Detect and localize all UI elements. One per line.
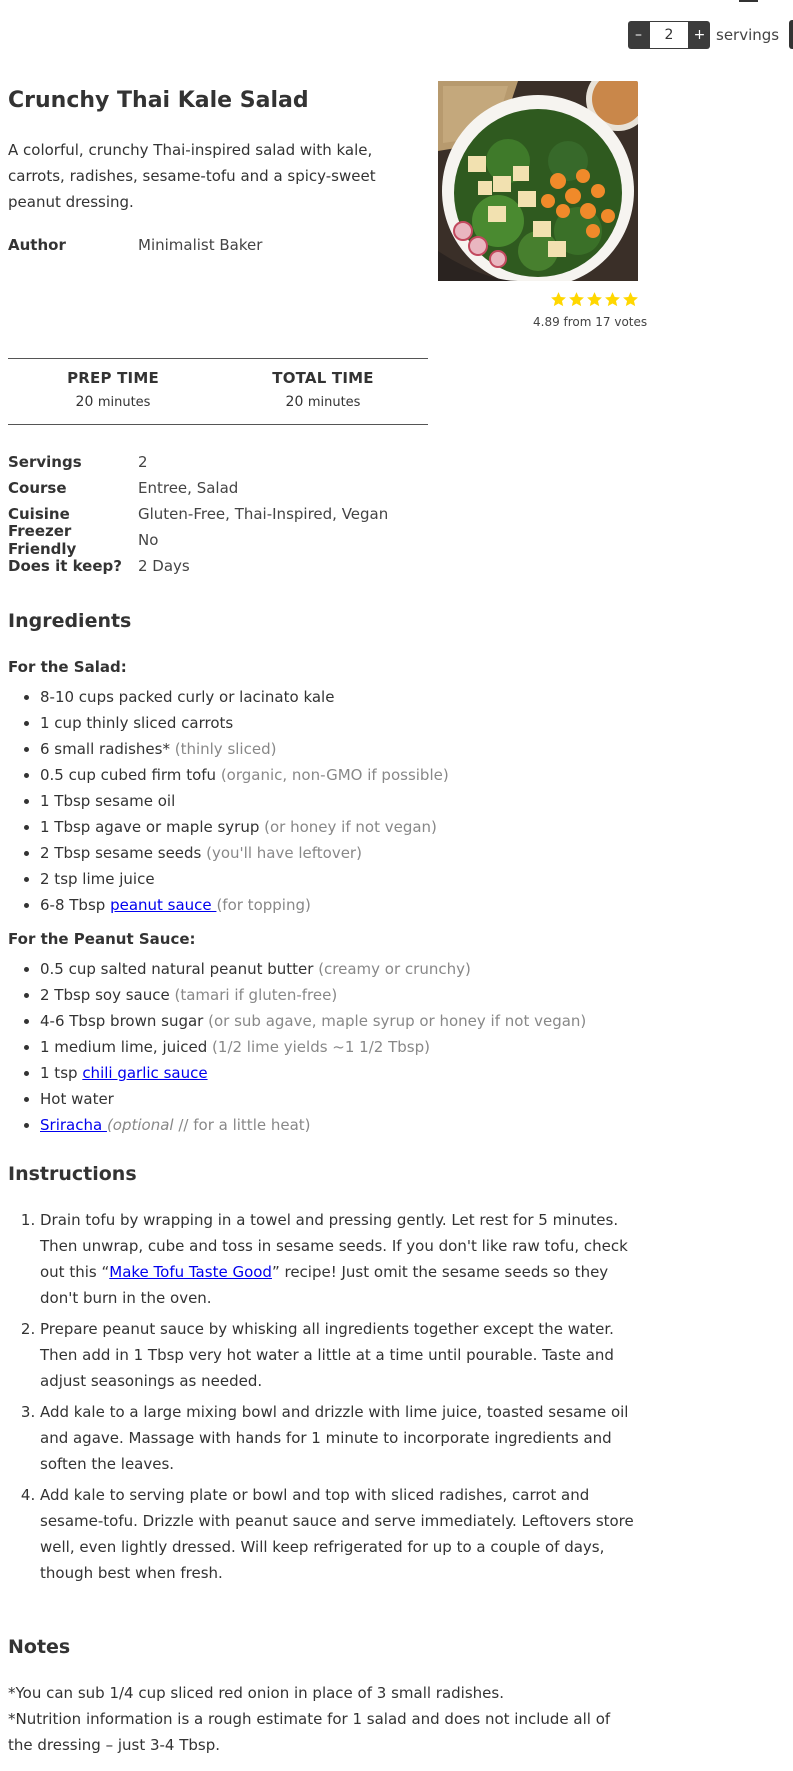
recipe-summary: A colorful, crunchy Thai-inspired salad with kale, carrots, radishes, sesame-tofu and a spicy-sweet peanut dressing. [8, 141, 376, 211]
ingredient-item [40, 982, 586, 1008]
ingredient-item [40, 1060, 586, 1086]
notes-heading: Notes [8, 1636, 71, 1658]
author-label: Author [8, 236, 66, 254]
recipe-meta [8, 449, 388, 579]
decrease-servings-button[interactable]: – [628, 21, 649, 49]
ingredient-note: (you'll have leftover) [201, 844, 362, 862]
rating-summary: 4.89 from 17 votes [533, 315, 648, 329]
ingredient-item [40, 736, 449, 762]
instruction-step [40, 1482, 640, 1586]
prep-time-label: PREP TIME [67, 369, 159, 387]
servings-control [628, 21, 779, 49]
star-icon[interactable] [550, 291, 567, 308]
note-line: *Nutrition information is a rough estimate for 1 salad and does not include all of the dressing – just 3-4 Tbsp. [8, 1710, 611, 1754]
servings-input[interactable] [649, 21, 689, 49]
recipe-title: Crunchy Thai Kale Salad [8, 88, 309, 113]
notes-body [8, 1680, 628, 1758]
ingredient-text: 6-8 Tbsp [40, 896, 111, 914]
instruction-step [40, 1207, 640, 1311]
prep-time-unit: minutes [97, 395, 151, 410]
ingredient-note: (for topping) [216, 896, 311, 914]
meta-label: Does it keep? [8, 557, 122, 575]
step-text: Add kale to a large mixing bowl and drizzle with lime juice, toasted sesame oil and agave. Massage with hands for 1 minute to incorporate ingredients and soften the leaves. [40, 1403, 629, 1473]
chili-garlic-sauce-link[interactable]: chili garlic sauce [82, 1064, 208, 1082]
note-line: *You can sub 1/4 cup sliced red onion in place of 3 small radishes. [8, 1684, 504, 1702]
peanut-sauce-link[interactable]: peanut sauce [110, 896, 217, 914]
instruction-step [40, 1399, 640, 1477]
ingredient-note-italic: (optional [106, 1116, 174, 1134]
increase-servings-button[interactable]: + [689, 21, 710, 49]
prep-time-value: 20 [75, 394, 94, 410]
ingredient-item [40, 788, 449, 814]
ingredient-note: (organic, non-GMO if possible) [216, 766, 449, 784]
total-time-value: 20 [285, 394, 304, 410]
ingredient-note: (or honey if not vegan) [259, 818, 437, 836]
meta-label: Freezer Friendly [8, 522, 77, 558]
ingredient-item [40, 1086, 586, 1112]
total-time [218, 369, 428, 410]
ingredient-text: 1 Tbsp sesame oil [40, 792, 176, 810]
ingredient-text: 1 tsp [40, 1064, 83, 1082]
edge-button[interactable] [789, 20, 793, 49]
meta-value: 2 Days [138, 557, 190, 575]
ingredient-item [40, 684, 449, 710]
ingredient-item [40, 814, 449, 840]
step-text: Add kale to serving plate or bowl and top with sliced radishes, carrot and sesame-tofu. Drizzle with peanut sauce and serve immediately. Leftovers store well, even lightly dressed. Will keep refrigerated for up to a couple of days, though best when fresh. [40, 1486, 634, 1582]
author-name: Minimalist Baker [138, 236, 263, 254]
ingredient-item [40, 710, 449, 736]
ingredients-heading: Ingredients [8, 610, 132, 632]
total-time-unit: minutes [307, 395, 361, 410]
meta-row [8, 475, 388, 501]
ingredient-text: 1 medium lime, juiced [40, 1038, 208, 1056]
recipe-photo [438, 81, 638, 281]
servings-label: servings [716, 26, 780, 44]
ingredient-text: 4-6 Tbsp brown sugar [40, 1012, 204, 1030]
step-text: ” recipe! Just omit the sesame seeds so they don't burn in the oven. [40, 1263, 609, 1307]
meta-label: Course [8, 479, 67, 497]
meta-value: Gluten-Free, Thai-Inspired, Vegan [138, 505, 389, 523]
ingredient-note: (tamari if gluten-free) [169, 986, 338, 1004]
ingredient-text: 6 small radishes* [40, 740, 170, 758]
make-tofu-taste-good-link[interactable]: Make Tofu Taste Good [109, 1263, 272, 1281]
instructions-list [0, 1207, 640, 1591]
ingredient-text: Hot water [40, 1090, 114, 1108]
ingredient-note: (creamy or crunchy) [313, 960, 471, 978]
meta-value: Entree, Salad [138, 479, 239, 497]
ingredient-item [40, 866, 449, 892]
rating-stars[interactable] [550, 291, 640, 308]
star-icon[interactable] [568, 291, 585, 308]
ingredient-item [40, 840, 449, 866]
meta-value: 2 [138, 453, 148, 471]
ingredient-text: 8-10 cups packed curly or lacinato kale [40, 688, 335, 706]
edge-divider [739, 0, 758, 2]
ingredient-note: (1/2 lime yields ~1 1/2 Tbsp) [207, 1038, 430, 1056]
salad-bowl-illustration [438, 81, 638, 281]
meta-label: Servings [8, 453, 82, 471]
instruction-step [40, 1316, 640, 1394]
ingredient-text: 2 tsp lime juice [40, 870, 155, 888]
ingredient-item [40, 762, 449, 788]
step-text: Prepare peanut sauce by whisking all ingredients together except the water. Then add in 1 Tbsp very hot water a little at a time until pourable. Taste and adjust seasonings as needed. [40, 1320, 614, 1390]
star-icon[interactable] [586, 291, 603, 308]
ingredient-text: 2 Tbsp soy sauce [40, 986, 170, 1004]
meta-row [8, 449, 388, 475]
sauce-subheading: For the Peanut Sauce: [8, 930, 196, 948]
step-text: Drain tofu by wrapping in a towel and pressing gently. Let rest for 5 minutes. Then unwrap, cube and toss in sesame seeds. If you don't like raw tofu, check out this “ [40, 1211, 628, 1281]
instructions-heading: Instructions [8, 1163, 137, 1185]
ingredient-text: 0.5 cup cubed firm tofu [40, 766, 217, 784]
star-icon[interactable] [622, 291, 639, 308]
recipe-times [8, 358, 428, 425]
star-icon[interactable] [604, 291, 621, 308]
ingredient-item [40, 1112, 586, 1138]
ingredient-item [40, 892, 449, 918]
meta-row [8, 522, 388, 558]
ingredient-item [40, 1034, 586, 1060]
ingredient-text: 1 Tbsp agave or maple syrup [40, 818, 260, 836]
author-row [8, 236, 262, 254]
meta-row [8, 553, 388, 579]
sauce-ingredient-list [0, 956, 586, 1138]
total-time-label: TOTAL TIME [272, 369, 374, 387]
salad-ingredient-list [0, 684, 449, 918]
ingredient-note: (or sub agave, maple syrup or honey if not vegan) [203, 1012, 587, 1030]
ingredient-text: 0.5 cup salted natural peanut butter [40, 960, 314, 978]
ingredient-text: 1 cup thinly sliced carrots [40, 714, 234, 732]
meta-value: No [138, 531, 159, 549]
ingredient-note: // for a little heat) [173, 1116, 311, 1134]
salad-subheading: For the Salad: [8, 658, 127, 676]
ingredient-note: (thinly sliced) [169, 740, 277, 758]
sriracha-link[interactable]: Sriracha [40, 1116, 107, 1134]
ingredient-item [40, 1008, 586, 1034]
prep-time [8, 369, 218, 410]
meta-label: Cuisine [8, 505, 70, 523]
ingredient-item [40, 956, 586, 982]
ingredient-text: 2 Tbsp sesame seeds [40, 844, 202, 862]
